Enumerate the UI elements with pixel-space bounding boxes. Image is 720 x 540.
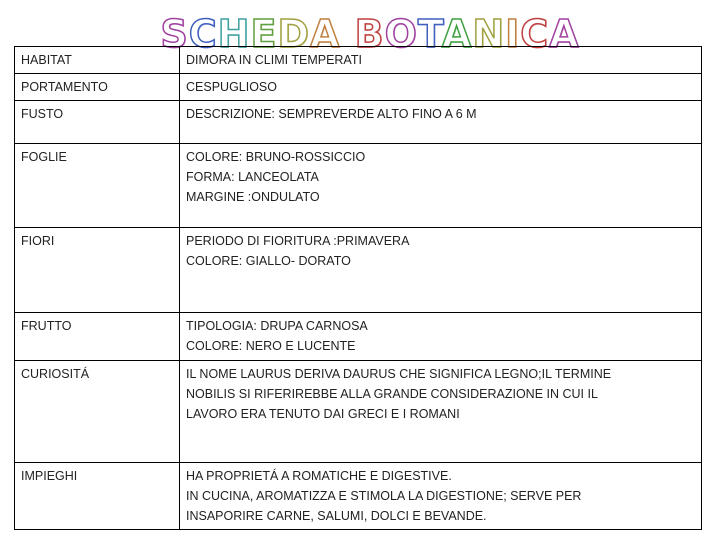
row-value-frutto xyxy=(180,313,702,361)
value-line: COLORE: GIALLO- DORATO xyxy=(186,254,351,268)
row-value-portamento xyxy=(180,74,702,101)
table-row xyxy=(15,361,702,463)
row-label-foglie: FOGLIE xyxy=(15,144,180,228)
value-line: IN CUCINA, AROMATIZZA E STIMOLA LA DIGESTIONE; SERVE PER xyxy=(186,489,582,503)
table-row xyxy=(15,313,702,361)
value-line: INSAPORIRE CARNE, SALUMI, DOLCI E BEVANDE. xyxy=(186,509,487,523)
row-value-fusto xyxy=(180,101,702,144)
row-label-fiori: FIORI xyxy=(15,228,180,313)
row-label-frutto: FRUTTO xyxy=(15,313,180,361)
row-label-curiosita: CURIOSITÁ xyxy=(15,361,180,463)
value-line: MARGINE :ONDULATO xyxy=(186,190,320,204)
value-line: DESCRIZIONE: SEMPREVERDE ALTO FINO A 6 M xyxy=(186,107,477,121)
row-value-impieghi xyxy=(180,463,702,530)
value-line: COLORE: BRUNO-ROSSICCIO xyxy=(186,150,366,164)
row-value-fiori xyxy=(180,228,702,313)
table-row xyxy=(15,144,702,228)
row-label-fusto: FUSTO xyxy=(15,101,180,144)
value-line: LAVORO ERA TENUTO DAI GRECI E I ROMANI xyxy=(186,407,460,421)
value-line: COLORE: NERO E LUCENTE xyxy=(186,339,356,353)
table-row xyxy=(15,228,702,313)
row-label-habitat: HABITAT xyxy=(15,47,180,74)
value-line: NOBILIS SI RIFERIREBBE ALLA GRANDE CONSIDERAZIONE IN CUI IL xyxy=(186,387,598,401)
row-label-portamento: PORTAMENTO xyxy=(15,74,180,101)
value-line: CESPUGLIOSO xyxy=(186,80,277,94)
table-row xyxy=(15,74,702,101)
botanical-sheet-table xyxy=(14,46,702,530)
value-line: TIPOLOGIA: DRUPA CARNOSA xyxy=(186,319,368,333)
value-line: PERIODO DI FIORITURA :PRIMAVERA xyxy=(186,234,410,248)
value-line: FORMA: LANCEOLATA xyxy=(186,170,319,184)
row-value-habitat xyxy=(180,47,702,74)
value-line: DIMORA IN CLIMI TEMPERATI xyxy=(186,53,362,67)
row-value-curiosita xyxy=(180,361,702,463)
page-title-text: SCHEDA BOTANICA xyxy=(160,12,580,56)
table-row xyxy=(15,47,702,74)
table-row xyxy=(15,101,702,144)
value-line: IL NOME LAURUS DERIVA DAURUS CHE SIGNIFICA LEGNO;IL TERMINE xyxy=(186,367,612,381)
table-row xyxy=(15,463,702,530)
value-line: HA PROPRIETÁ A ROMATICHE E DIGESTIVE. xyxy=(186,469,452,483)
row-value-foglie xyxy=(180,144,702,228)
row-label-impieghi: IMPIEGHI xyxy=(15,463,180,530)
